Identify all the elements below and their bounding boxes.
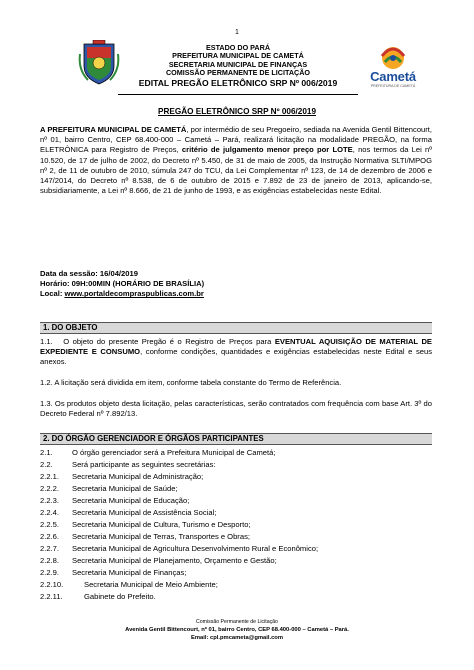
intro-paragraph (40, 125, 432, 196)
intro-part1: , por intermédio de seu Pregoeiro, sediada na Avenida Gentil Bittencourt, nº 01, bairro Centro, CEP 68.400-000 – Cametá – Pará, realizará licitação na modalidade PREGÃO, na forma ELETRÔNICA para Registro de Preços, (40, 125, 433, 155)
section-heading-orgao: 2. DO ÓRGÃO GERENCIADOR E ÓRGÃOS PARTICIPANTES (40, 433, 432, 445)
section1-p1-object: EVENTUAL AQUISIÇÃO DE MATERIAL DE EXPEDIENTE E CONSUMO (40, 337, 432, 357)
logo-subtitle: PREFEITURA DE CAMETÁ (370, 84, 416, 88)
footer-commission: Comissão Permanente de Licitação (196, 619, 278, 625)
header-commission: COMISSÃO PERMANENTE DE LICITAÇÃO (165, 68, 311, 78)
header-secretariat: SECRETARIA MUNICIPAL DE FINANÇAS (168, 59, 308, 69)
document-footer (0, 619, 474, 642)
municipal-crest-icon (78, 40, 120, 86)
footer-email: Email: cpl.pmcameta@gmail.com (191, 635, 283, 641)
logo-wordmark: Cametá (370, 69, 416, 84)
list-item: 2.2.9. Secretaria Municipal de Finanças; (40, 568, 187, 577)
document-header (118, 44, 358, 88)
page-number: 1 (235, 29, 239, 36)
portal-link[interactable]: www.portaldecompraspublicas.com.br (64, 289, 204, 299)
footer-address: Avenida Gentil Bittencourt, nº 01, bairro Centro, CEP 68.400-000 – Cametá – Pará. (125, 627, 349, 633)
list-item: 2.2.11. Gabinete do Prefeito. (40, 592, 156, 601)
section1-p1-num: 1.1. (40, 337, 53, 346)
session-local-label: Local: (40, 289, 65, 299)
list-item: 2.2.8. Secretaria Municipal de Planejamento, Orçamento e Gestão; (40, 556, 277, 565)
section1-p1-text: O objeto do presente Pregão é o Registro de Preços para (63, 337, 275, 346)
intro-lead: A PREFEITURA MUNICIPAL DE CAMETÁ (40, 125, 187, 134)
list-item: 2.2.4. Secretaria Municipal de Assistência Social; (40, 508, 217, 517)
list-item: 2.2.3. Secretaria Municipal de Educação; (40, 496, 190, 505)
header-divider (118, 94, 358, 95)
session-date: Data da sessão: 16/04/2019 (40, 269, 138, 278)
session-info (40, 269, 432, 300)
session-time: Horário: 09H:00MIN (HORÁRIO DE BRASÍLIA) (40, 279, 205, 289)
list-item: 2.2.7. Secretaria Municipal de Agricultura Desenvolvimento Rural e Econômico; (40, 544, 319, 553)
section1-paragraph-1 (40, 337, 432, 368)
section1-paragraph-3: 1.3. Os produtos objeto desta licitação, pelas características, serão contratados com frequência com base Art. 3º do Decreto Federal nº 7.892/13. (40, 399, 432, 419)
document-title: PREGÃO ELETRÔNICO SRP Nº 006/2019 (158, 107, 316, 116)
section1-paragraph-2: 1.2. A licitação será dividida em item, conforme tabela constante do Termo de Referência. (40, 378, 342, 387)
header-edital: EDITAL PREGÃO ELETRÔNICO SRP Nº 006/2019 (138, 77, 338, 88)
session-local (40, 289, 432, 299)
list-item: 2.2.6. Secretaria Municipal de Terras, Transportes e Obras; (40, 532, 250, 541)
section1-p1-rest: , conforme condições, quantidades e exigências estabelecidas neste Edital e seus anexos. (40, 347, 432, 367)
list-item: 2.2.10. Secretaria Municipal de Meio Ambiente; (40, 580, 218, 589)
list-item: 2.1. O órgão gerenciador será a Prefeitura Municipal de Cametá; (40, 448, 276, 457)
list-item: 2.2.5. Secretaria Municipal de Cultura, Turismo e Desporto; (40, 520, 251, 529)
header-prefecture: PREFEITURA MUNICIPAL DE CAMETÁ (172, 51, 304, 61)
intro-part2: , nos termos da Lei nº 10.520, de 17 de julho de 2002, do Decreto nº 5.450, de 31 de maio de 2005, da Instrução Normativa SLTI/MPOG nº 2, de 11 de outubro de 2010, súmula 247 do TCU, da Lei Complementar nº 123, de 14 de dezembro de 2006 e 147/2014, do Decreto nº 8.538, de 6 de outubro de 2015 e 7.892 de 23 de janeiro de 2013, aplicando-se, subsidiariamente, a Lei nº 8.666, de 21 de junho de 1993, e as exigências estabelecidas neste Edital. (40, 145, 432, 196)
list-item: 2.2.2. Secretaria Municipal de Saúde; (40, 484, 178, 493)
list-item: 2.2.1. Secretaria Municipal de Administração; (40, 472, 204, 481)
header-state: ESTADO DO PARÁ (205, 43, 271, 52)
intro-criteria: critério de julgamento menor preço por LOTE (181, 145, 353, 155)
list-item: 2.2. Será participante as seguintes secretárias: (40, 460, 216, 469)
section-heading-objeto: 1. DO OBJETO (40, 322, 432, 334)
